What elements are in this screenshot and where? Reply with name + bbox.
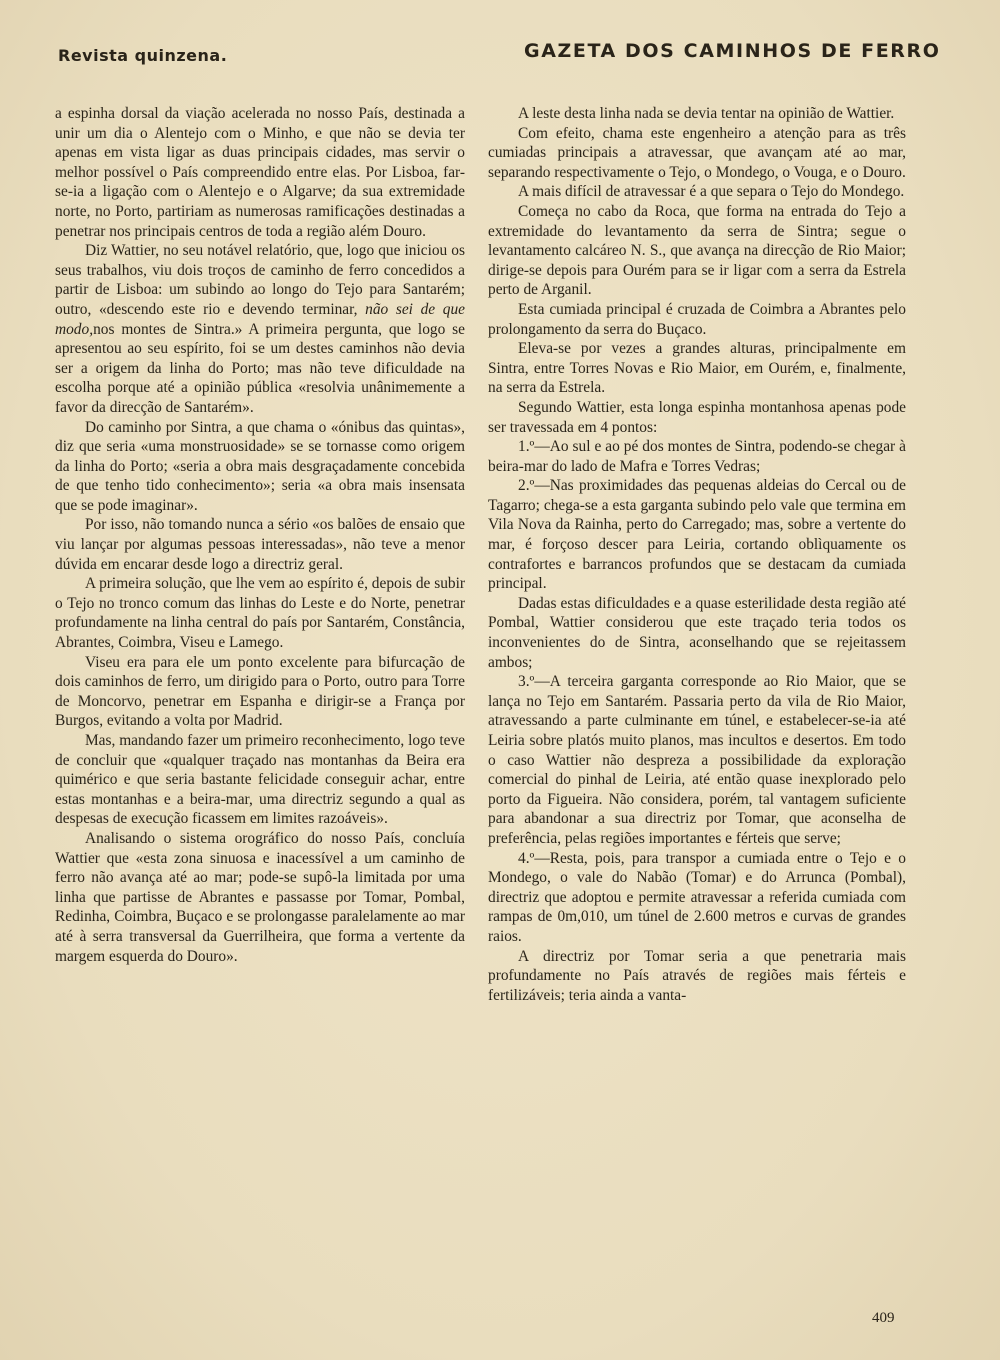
paragraph: Começa no cabo da Roca, que forma na entrada do Tejo a extremidade do levantamento da serra de Sintra; segue o levantamento calcáreo N. S., que avança na direcção de Rio Maior; dirige-se depois para Ourém para se ir ligar com a serra da Estrela perto de Arganil.: [488, 202, 906, 299]
paragraph: Dadas estas dificuldades e a quase esterilidade desta região até Pombal, Wattier considerou que este traçado teria todos os inconvenientes do de Sintra, aconselhando que se rejeitassem ambos;: [488, 594, 906, 671]
paragraph: Com efeito, chama este engenheiro a atenção para as três cumiadas principais a atravessar, que avançam até ao mar, separando respectivamente o Tejo, o Mondego, o Vouga, e o Douro.: [488, 124, 906, 181]
paragraph: Por isso, não tomando nunca a sério «os balões de ensaio que viu lançar por algumas pessoas interessadas», não teve a menor dúvida em encarar desde logo a directriz geral.: [55, 516, 465, 573]
right-column: [488, 104, 906, 1005]
paragraph: A mais difícil de atravessar é a que separa o Tejo do Mondego.: [518, 183, 905, 201]
paragraph: Viseu era para ele um ponto excelente para bifurcação de dois caminhos de ferro, um dirigido para o Porto, outro para Torre de Moncorvo, penetrar em Espanha e dirigir-se a França por Burgos, evitando a volta por Madrid.: [55, 653, 465, 730]
italic-phrase: não sei de que modo,: [55, 300, 465, 338]
paragraph: A directriz por Tomar seria a que penetraria mais profundamente no País através de regiões mais férteis e fertilizáveis; teria ainda a vanta-: [488, 947, 906, 1004]
paragraph: a espinha dorsal da viação acelerada no nosso País, destinada a unir um dia o Alentejo com o Minho, e que não se devia ter apenas em vista ligar as duas principais cidades, mas servir o melhor possível o País compreendido entre elas. Por Lisboa, far-se-ia a ligação com o Alentejo e o Algarve; da sua extremidade norte, no Porto, partiriam as numerosas ramificações destinadas a penetrar nos principais centros de toda a região além Douro.: [55, 105, 465, 240]
paragraph: 3.º—A terceira garganta corresponde ao Rio Maior, que se lança no Tejo em Santarém. Passaria perto da vila de Rio Maior, atravessando a parte culminante em túnel, e estabelecer-se-ia até Leiria sobre platós muito planos, mas incultos e desertos. Em todo o caso Wattier não despreza a possibilidade da exploração comercial do pinhal de Leiria, até então quase inexplorado pelo porto da Figueira. Não considera, porém, tal vantagem suficiente para abandonar a sua directriz por Tomar, que aconselha de preferência, pelas regiões importantes e férteis que serve;: [488, 673, 906, 847]
paragraph: A leste desta linha nada se devia tentar na opinião de Wattier.: [518, 105, 895, 122]
paragraph-text: nos montes de Sintra.» A primeira pergunta, que logo se apresentou ao seu espírito, foi se um destes caminhos não devia ser a origem da linha do Porto; mas não teve dificuldade na escolha porque até a opinião pública «resolvia unânimemente a favor da direcção de Santarém».: [55, 320, 465, 416]
paragraph: Do caminho por Sintra, a que chama o «ónibus das quintas», diz que seria «uma monstruosidade» se se tornasse como origem da linha do Porto; «seria a obra mais desgraçadamente concebida de que tenho tido conhecimento»; seria «a obra mais insensata que se pode imaginar».: [55, 418, 465, 514]
paragraph: 1.º—Ao sul e ao pé dos montes de Sintra, podendo-se chegar à beira-mar do lado de Mafra e Torres Vedras;: [488, 438, 906, 475]
paragraph: Esta cumiada principal é cruzada de Coimbra a Abrantes pelo prolongamento da serra do Buçaco.: [488, 300, 906, 338]
left-column: [55, 104, 465, 966]
paragraph: 4.º—Resta, pois, para transpor a cumiada entre o Tejo e o Mondego, o vale do Nabão (Tomar) e do Arrunca (Pombal), directriz que adoptou e permite atravessar a referida cumiada com rampas de 0m,010, um túnel de 2.600 metros e curvas de grandes raios.: [488, 849, 906, 945]
paragraph: Eleva-se por vezes a grandes alturas, principalmente em Sintra, entre Torres Novas e Rio Maior, em Ourém, e, finalmente, na serra da Estrela.: [488, 340, 906, 397]
page-number: 409: [872, 1310, 895, 1326]
running-header-title: GAZETA DOS CAMINHOS DE FERRO: [524, 40, 941, 62]
paragraph: [55, 241, 465, 417]
paragraph: A primeira solução, que lhe vem ao espírito é, depois de subir o Tejo no tronco comum das linhas do Leste e do Norte, penetrar profundamente na linha central do país por Santarém, Constância, Abrantes, Coimbra, Viseu e Lamego.: [55, 575, 465, 652]
paragraph: Analisando o sistema orográfico do nosso País, concluía Wattier que «esta zona sinuosa e inacessível a um caminho de ferro não avança até ao mar; pode-se supô-la limitada por uma linha que partisse de Abrantes e passasse por Tomar, Pombal, Redinha, Coimbra, Buçaco e se prolongasse paralelamente ao mar até à serra transversal da Guerrilheira, que forma a vertente da margem esquerda do Douro».: [55, 829, 465, 965]
paragraph: 2.º—Nas proximidades das pequenas aldeias do Cercal ou de Tagarro; chega-se a esta garganta subindo pelo vale que termina em Vila Nova da Rainha, perto do Carregado; mas, sobre a vertente do mar, é forçoso descer para Leiria, cortando oblìquamente os contrafortes e barrancos profundos que se destacam da cumiada principal.: [488, 477, 906, 593]
paragraph-text: Diz Wattier, no seu notável relatório, que, logo que iniciou os seus trabalhos, viu dois troços de caminho de ferro concedidos a partir de Lisboa: um subindo ao longo do Tejo para Santarém; outro, «descendo este rio e devendo terminar,: [55, 242, 465, 318]
paragraph: Mas, mandando fazer um primeiro reconhecimento, logo teve de concluir que «qualquer traçado nas montanhas da Beira era quimérico e que seria bastante felicidade conseguir achar, entre estas montanhas e a beira-mar, uma directriz segundo a qual as despesas de execução ficassem em limites razoáveis».: [55, 732, 465, 828]
running-header-left: Revista quinzena.: [58, 46, 228, 65]
paragraph: Segundo Wattier, esta longa espinha montanhosa apenas pode ser travessada em 4 pontos:: [488, 398, 906, 436]
